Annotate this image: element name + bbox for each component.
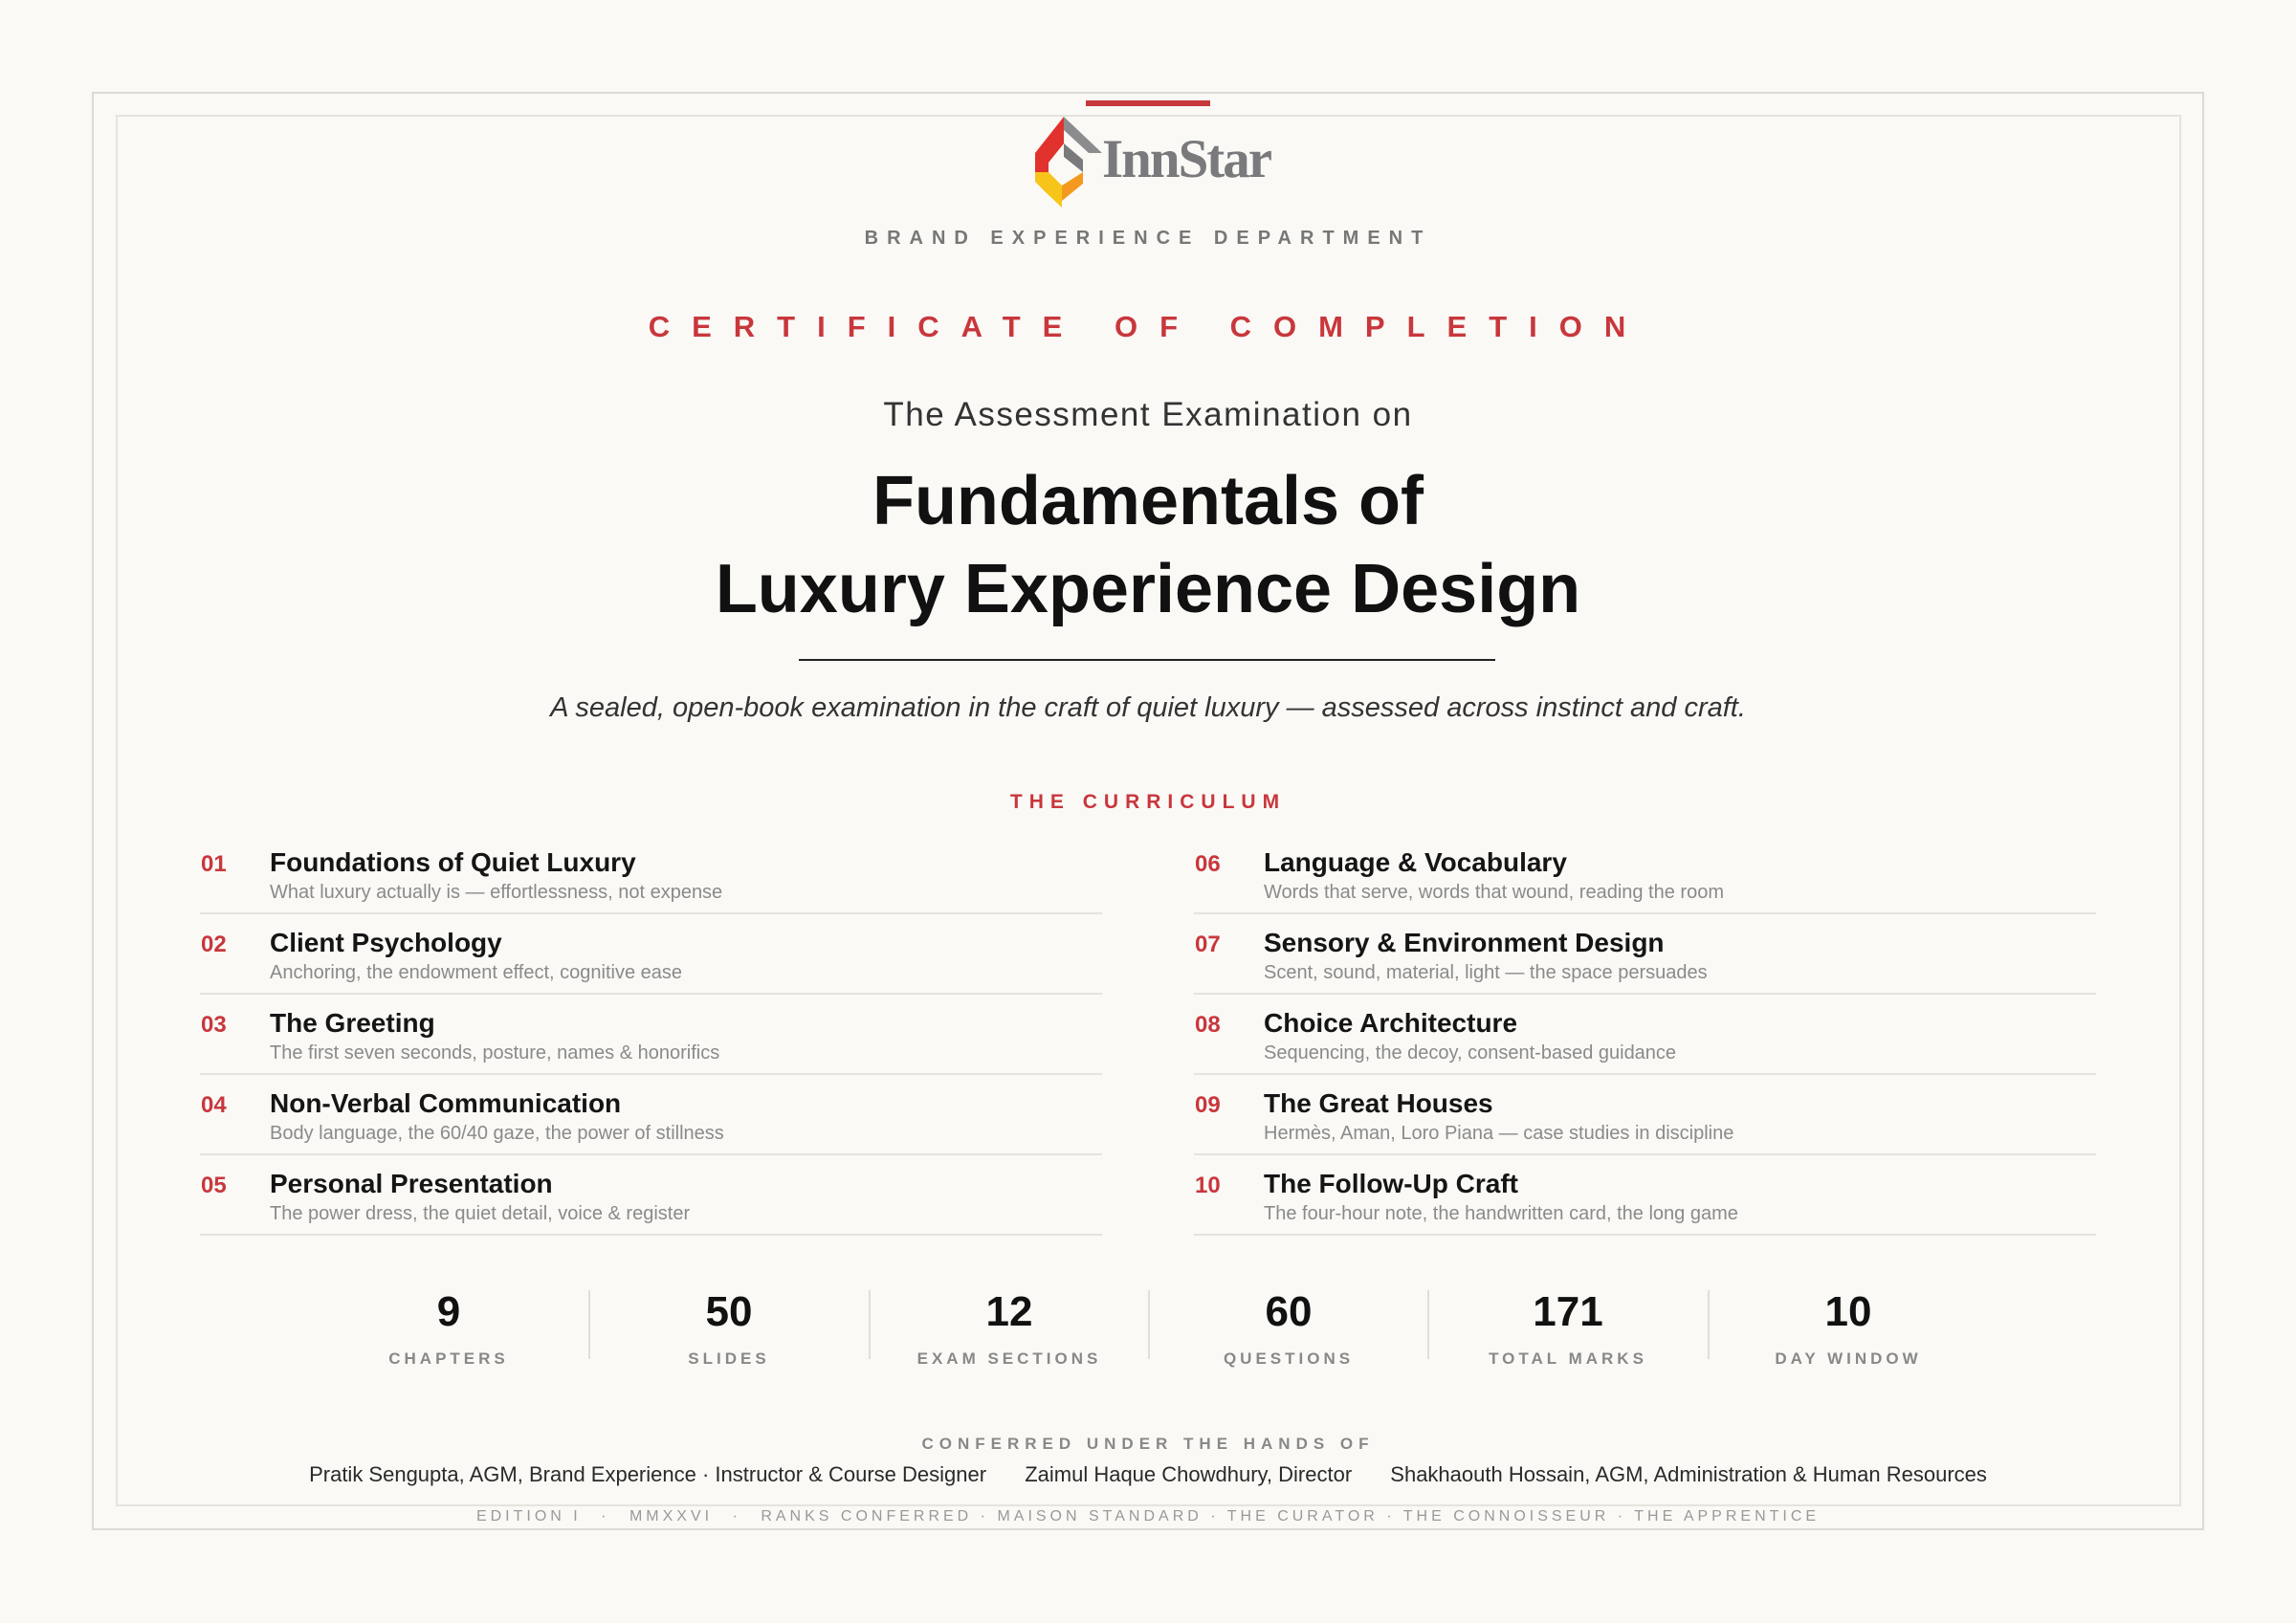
- chapter-description: The four-hour note, the handwritten card, the long game: [1264, 1203, 1738, 1224]
- chapter-title: Client Psychology: [270, 928, 502, 957]
- certificate-subtitle: The Assessment Examination on: [883, 396, 1413, 433]
- chapter-title: Sensory & Environment Design: [1264, 928, 1665, 957]
- stat-chapters: [309, 1284, 588, 1368]
- curriculum-item: [1194, 1075, 2096, 1155]
- course-title: [0, 457, 2296, 633]
- department-name: BRAND EXPERIENCE DEPARTMENT: [864, 228, 1432, 249]
- curriculum-item: [1194, 914, 2096, 995]
- chapter-description: Hermès, Aman, Loro Piana — case studies in discipline: [1264, 1123, 1734, 1144]
- chapter-title: The Follow-Up Craft: [1264, 1169, 1518, 1198]
- chapter-number: 01: [201, 851, 227, 877]
- stat-value: 9: [436, 1288, 461, 1335]
- signer-director: Zaimul Haque Chowdhury, Director: [1025, 1462, 1353, 1486]
- chapter-title: Foundations of Quiet Luxury: [270, 847, 636, 877]
- edition-year: MMXXVI: [629, 1508, 714, 1524]
- chapter-number: 09: [1195, 1092, 1221, 1118]
- curriculum-item: [200, 1155, 1102, 1236]
- chapter-title: Non-Verbal Communication: [270, 1088, 622, 1118]
- stat-label: TOTAL MARKS: [1489, 1349, 1647, 1368]
- chapter-number: 07: [1195, 932, 1221, 957]
- chapter-title: Choice Architecture: [1264, 1008, 1518, 1038]
- chapter-title: The Greeting: [270, 1008, 435, 1038]
- chapter-description: The power dress, the quiet detail, voice & register: [270, 1203, 691, 1224]
- stat-value: 50: [705, 1288, 753, 1335]
- stat-day-window: [1709, 1284, 1988, 1368]
- stat-total-marks: [1428, 1284, 1708, 1368]
- curriculum-item: [1194, 995, 2096, 1075]
- stat-label: EXAM SECTIONS: [916, 1349, 1102, 1368]
- stat-label: SLIDES: [688, 1349, 770, 1368]
- chapter-description: Scent, sound, material, light — the space persuades: [1264, 962, 1708, 983]
- stat-value: 12: [985, 1288, 1033, 1335]
- stat-label: DAY WINDOW: [1775, 1349, 1922, 1368]
- stat-value: 10: [1824, 1288, 1872, 1335]
- stat-value: 171: [1533, 1288, 1603, 1335]
- innstar-logo: [1033, 117, 1272, 208]
- logo-wordmark: InnStar: [1102, 129, 1271, 189]
- certificate-heading: CERTIFICATE OF COMPLETION: [648, 310, 1648, 343]
- signatories: [0, 1462, 2296, 1487]
- chapter-number: 02: [201, 932, 227, 957]
- chapter-description: Body language, the 60/40 gaze, the power of stillness: [270, 1123, 724, 1144]
- chapter-title: The Great Houses: [1264, 1088, 1493, 1118]
- curriculum-column-left: [200, 834, 1102, 1236]
- ranks-conferred: RANKS CONFERRED · MAISON STANDARD · THE CURATOR · THE CONNOISSEUR · THE APPRENTICE: [761, 1508, 1821, 1524]
- course-tagline: A sealed, open-book examination in the craft of quiet luxury — assessed across instinct and craft.: [550, 692, 1746, 723]
- curriculum-column-right: [1194, 834, 2096, 1236]
- curriculum-heading: THE CURRICULUM: [1009, 791, 1287, 813]
- chapter-description: Words that serve, words that wound, reading the room: [1264, 882, 1724, 903]
- curriculum-item: [200, 834, 1102, 914]
- chapter-number: 10: [1195, 1173, 1221, 1198]
- footer-separator: ·: [601, 1508, 610, 1524]
- signer-administration: Shakhaouth Hossain, AGM, Administration & Human Resources: [1390, 1462, 1987, 1486]
- chapter-description: Sequencing, the decoy, consent-based guidance: [1264, 1042, 1677, 1064]
- edition-footer: [0, 1508, 2296, 1525]
- footer-separator: ·: [732, 1508, 741, 1524]
- curriculum-item: [1194, 834, 2096, 914]
- conferred-heading: CONFERRED UNDER THE HANDS OF: [921, 1435, 1375, 1453]
- top-accent-bar: [1086, 100, 1210, 106]
- chapter-description: Anchoring, the endowment effect, cognitive ease: [270, 962, 683, 983]
- curriculum-item: [200, 914, 1102, 995]
- curriculum-item: [200, 995, 1102, 1075]
- course-title-line-1: Fundamentals of: [872, 463, 1424, 539]
- course-title-line-2: Luxury Experience Design: [715, 551, 1581, 627]
- stat-questions: [1149, 1284, 1428, 1368]
- innstar-logo-mark-icon: [1033, 117, 1102, 208]
- stat-exam-sections: [870, 1284, 1149, 1368]
- chapter-number: 08: [1195, 1012, 1221, 1038]
- signer-instructor: Pratik Sengupta, AGM, Brand Experience · Instructor & Course Designer: [309, 1462, 987, 1486]
- chapter-description: The first seven seconds, posture, names & honorifics: [270, 1042, 720, 1064]
- course-stats: [309, 1284, 1988, 1368]
- stat-label: QUESTIONS: [1223, 1349, 1355, 1368]
- stat-label: CHAPTERS: [388, 1349, 509, 1368]
- edition-label: EDITION I: [475, 1508, 582, 1524]
- stat-value: 60: [1265, 1288, 1313, 1335]
- chapter-number: 05: [201, 1173, 227, 1198]
- chapter-number: 03: [201, 1012, 227, 1038]
- title-divider: [799, 659, 1495, 661]
- chapter-number: 06: [1195, 851, 1221, 877]
- curriculum-item: [1194, 1155, 2096, 1236]
- curriculum-item: [200, 1075, 1102, 1155]
- chapter-number: 04: [201, 1092, 227, 1118]
- stat-slides: [589, 1284, 869, 1368]
- chapter-title: Personal Presentation: [270, 1169, 553, 1198]
- chapter-description: What luxury actually is — effortlessness, not expense: [270, 882, 723, 903]
- chapter-title: Language & Vocabulary: [1264, 847, 1567, 877]
